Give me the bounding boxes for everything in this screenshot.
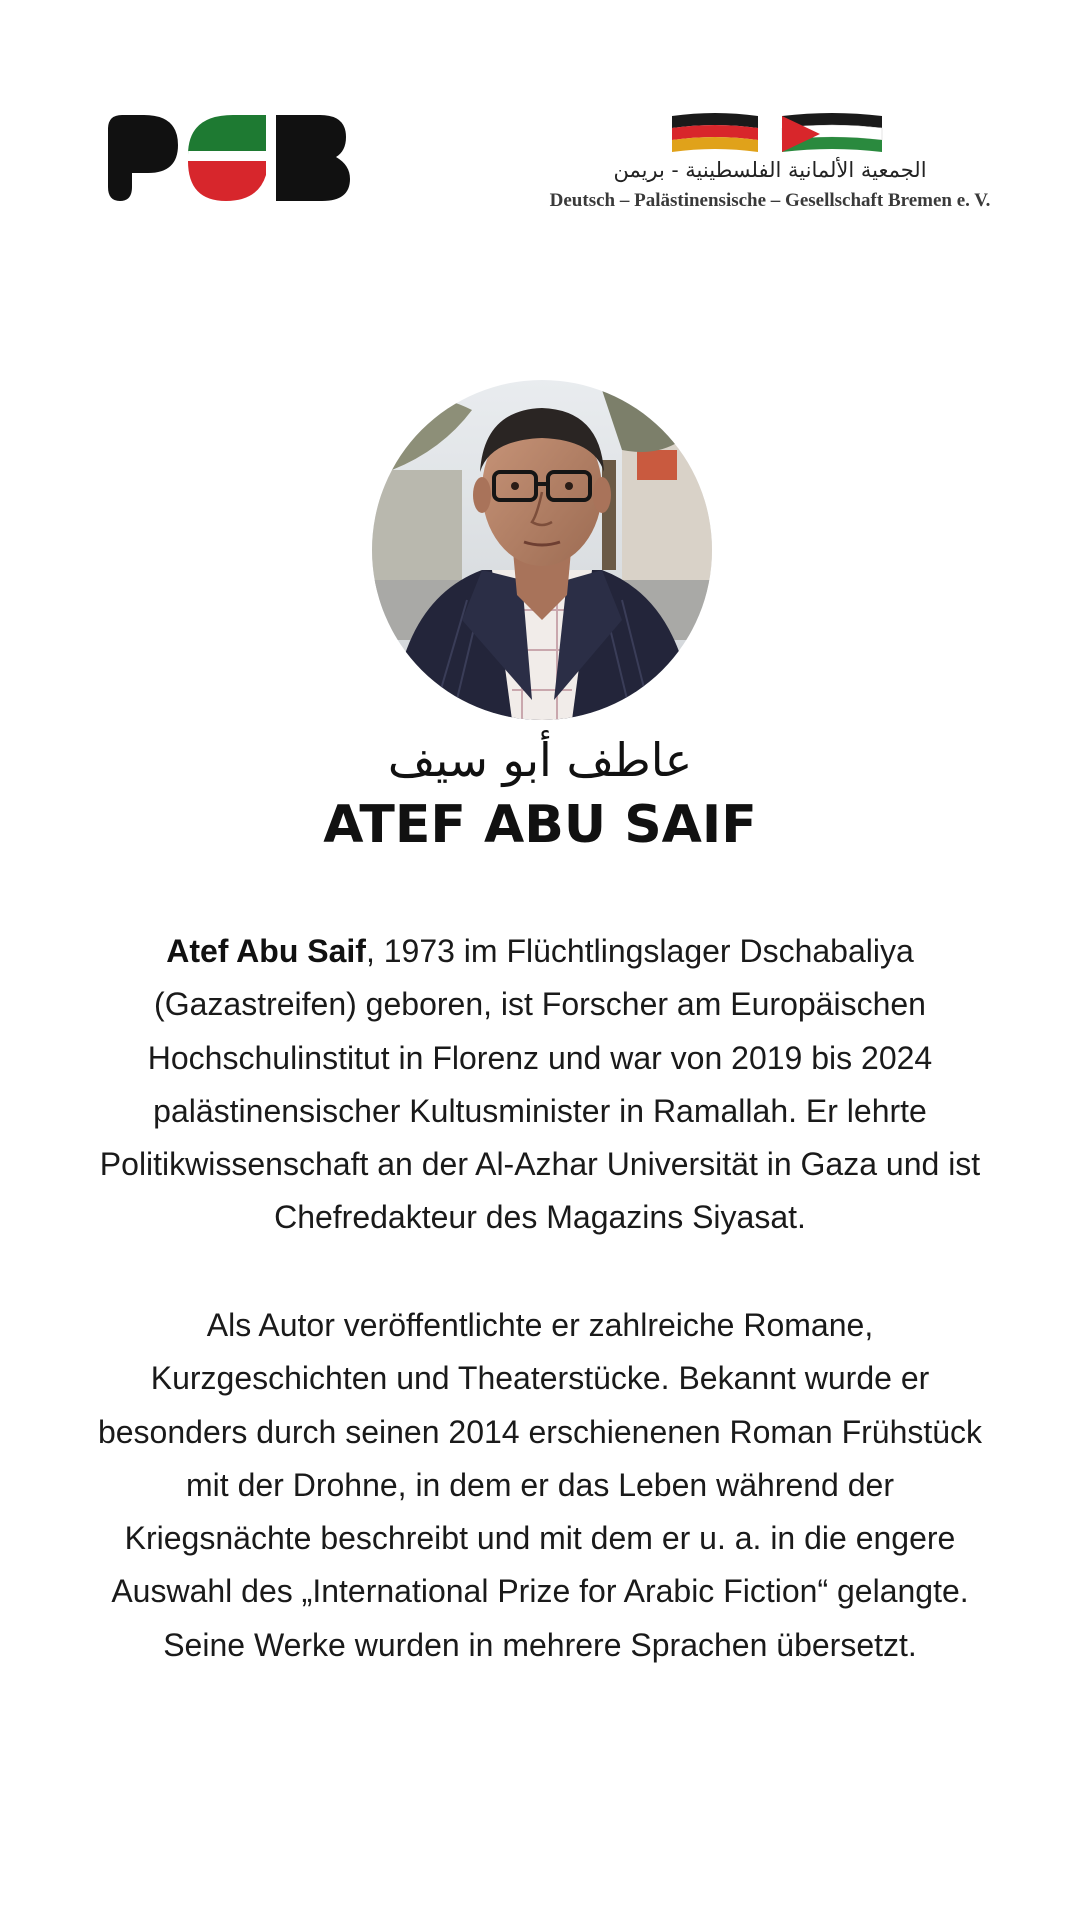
name-latin: ATEF ABU SAIF [323,795,757,855]
palestine-flag-icon [782,113,882,152]
dpg-arabic-name: الجمعية الألمانية الفلسطينية - بريمن [613,158,927,182]
bio-name-bold: Atef Abu Saif [166,933,366,969]
flags-icon [670,112,890,154]
dpg-bremen-logo [520,112,1020,217]
portrait-photo [372,380,712,720]
pgb-logo [108,115,350,201]
portrait-illustration [372,380,712,720]
germany-flag-icon [672,113,758,152]
dpg-german-name: Deutsch – Palästinensische – Gesellschaft Bremen e. V. [549,190,991,211]
bio-paragraph-1 [90,925,990,1245]
bio-paragraph-2: Als Autor veröffentlichte er zahlreiche Romane, Kurzgeschichten und Theaterstücke. Bekannt wurde er besonders durch seinen 2014 erschienenen Roman Frühstück mit der Drohne, in dem er das Leben während der Kriegsnächte beschreibt und mit dem er u. a. in die engere Auswahl des „International Prize for Arabic Fiction“ gelangte. Seine Werke wurden in mehrere Sprachen übersetzt. [97,1307,983,1663]
pgb-logo-mark [108,115,350,201]
bio-paragraph-1-text: , 1973 im Flüchtlingslager Dschabaliya (Gazastreifen) geboren, ist Forscher am Europäischen Hochschulinstitut in Florenz und war von 2019 bis 2024 palästinensischer Kultusminister in Ramallah. Er lehrte Politikwissenschaft an der Al-Azhar Universität in Gaza und ist Chefredakteur des Magazins Siyasat. [99,933,981,1236]
name-arabic: عاطف أبو سيف [387,733,693,787]
